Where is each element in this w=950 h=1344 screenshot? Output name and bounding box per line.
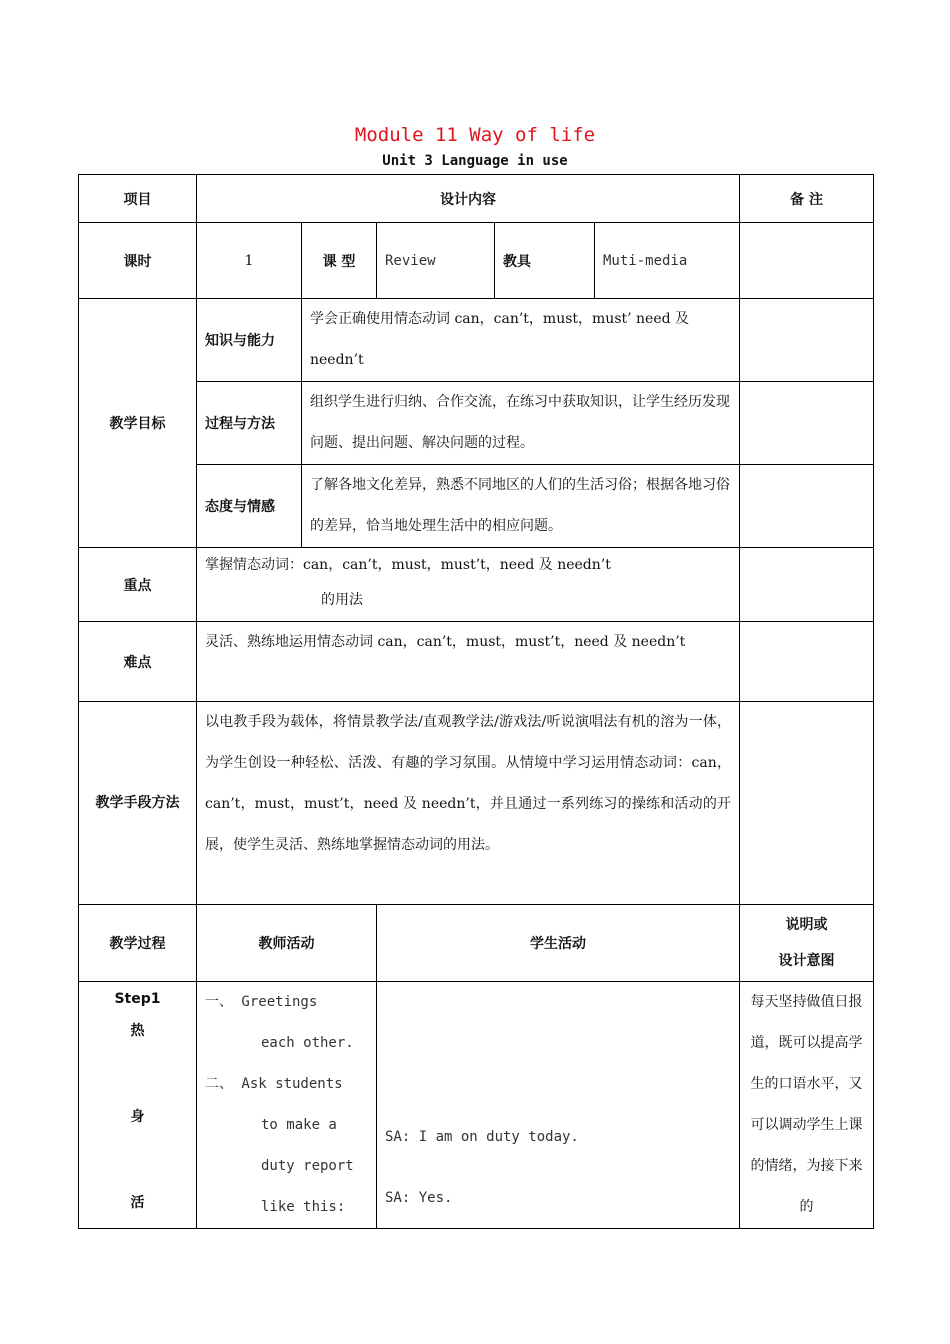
header-note: 备 注: [740, 175, 874, 223]
type-label: 课 型: [302, 223, 377, 299]
step1-process-cell: [79, 982, 197, 1229]
step1-char-2: 身: [130, 1109, 145, 1125]
period-label: 课时: [79, 223, 197, 299]
difficulty-note: [740, 622, 874, 702]
key-point-text: 掌握情态动词：can，can’t，must，must’t，need 及 needn’t: [205, 557, 611, 573]
methods-row: [79, 702, 874, 905]
step1-student-cell: [377, 982, 740, 1229]
teacher-line: 一、 Greetings: [205, 994, 318, 1010]
objectives-label: 教学目标: [79, 299, 197, 548]
step1-teacher-cell: [197, 982, 377, 1229]
table-header-row: [79, 175, 874, 223]
lesson-plan-table: [78, 174, 874, 1229]
step1-char-3: 活: [130, 1195, 145, 1211]
student-line: SA: I am on duty today.: [385, 1129, 579, 1145]
header-item: 项目: [79, 175, 197, 223]
methods-text: 以电教手段为载体，将情景教学法/直观教学法/游戏法/听说演唱法有机的溶为一体，为学生创设一种轻松、活泼、有趣的学习氛围。从情境中学习运用情态动词：can，can’t，must，must’t，need 及 needn’t，并且通过一系列练习的操练和活动的开展，使学生灵活、熟练地掌握情态动词的用法。: [197, 702, 740, 905]
methods-note: [740, 702, 874, 905]
objective-row-1: [79, 299, 874, 382]
document-subtitle: Unit 3 Language in use: [382, 153, 568, 169]
aids-label: 教具: [495, 223, 595, 299]
period-value: 1: [197, 223, 302, 299]
teacher-line: 二、 Ask students: [205, 1076, 343, 1092]
aids-value: Muti-media: [595, 223, 740, 299]
difficulty-text: 灵活、熟练地运用情态动词 can，can’t，must，must’t，need 及 needn’t: [197, 622, 740, 702]
objective-label-3: 态度与情感: [197, 465, 302, 548]
period-note: [740, 223, 874, 299]
period-row: [79, 223, 874, 299]
teacher-line: like this:: [261, 1199, 346, 1215]
methods-label: 教学手段方法: [79, 702, 197, 905]
step1-note: 每天坚持做值日报道，既可以提高学生的口语水平，又可以调动学生上课的情绪，为接下来的: [740, 982, 874, 1229]
student-line: SA: Yes.: [385, 1190, 453, 1206]
design-intent-header: [740, 905, 874, 982]
key-point-row: [79, 548, 874, 622]
student-activity-header: 学生活动: [377, 905, 740, 982]
objective-note-1: [740, 299, 874, 382]
step1-label: Step1: [114, 991, 161, 1007]
teacher-line: duty report: [261, 1158, 354, 1174]
difficulty-label: 难点: [79, 622, 197, 702]
objective-label-1: 知识与能力: [197, 299, 302, 382]
key-point-text-cont: 的用法: [321, 592, 363, 608]
design-intent-line1: 说明或: [785, 917, 828, 933]
process-header-row: [79, 905, 874, 982]
teacher-activity-header: 教师活动: [197, 905, 377, 982]
objective-row-2: [79, 382, 874, 465]
teacher-line: to make a: [261, 1117, 337, 1133]
document-title: Module 11 Way of life: [354, 124, 596, 146]
objective-label-2: 过程与方法: [197, 382, 302, 465]
step1-char-1: 热: [130, 1023, 145, 1039]
objective-text-2: 组织学生进行归纳、合作交流，在练习中获取知识，让学生经历发现问题、提出问题、解决问题的过程。: [302, 382, 740, 465]
objective-note-3: [740, 465, 874, 548]
difficulty-row: [79, 622, 874, 702]
teacher-line: each other.: [261, 1035, 354, 1051]
objective-note-2: [740, 382, 874, 465]
objective-text-3: 了解各地文化差异，熟悉不同地区的人们的生活习俗；根据各地习俗的差异，恰当地处理生活中的相应问题。: [302, 465, 740, 548]
key-point-cell: [197, 548, 740, 622]
objective-text-1: 学会正确使用情态动词 can，can’t，must，must’ need 及 needn’t: [302, 299, 740, 382]
objective-row-3: [79, 465, 874, 548]
type-value: Review: [377, 223, 495, 299]
step1-row: [79, 982, 874, 1229]
key-point-note: [740, 548, 874, 622]
header-content: 设计内容: [197, 175, 740, 223]
process-label: 教学过程: [79, 905, 197, 982]
key-point-label: 重点: [79, 548, 197, 622]
design-intent-line2: 设计意图: [778, 953, 835, 969]
